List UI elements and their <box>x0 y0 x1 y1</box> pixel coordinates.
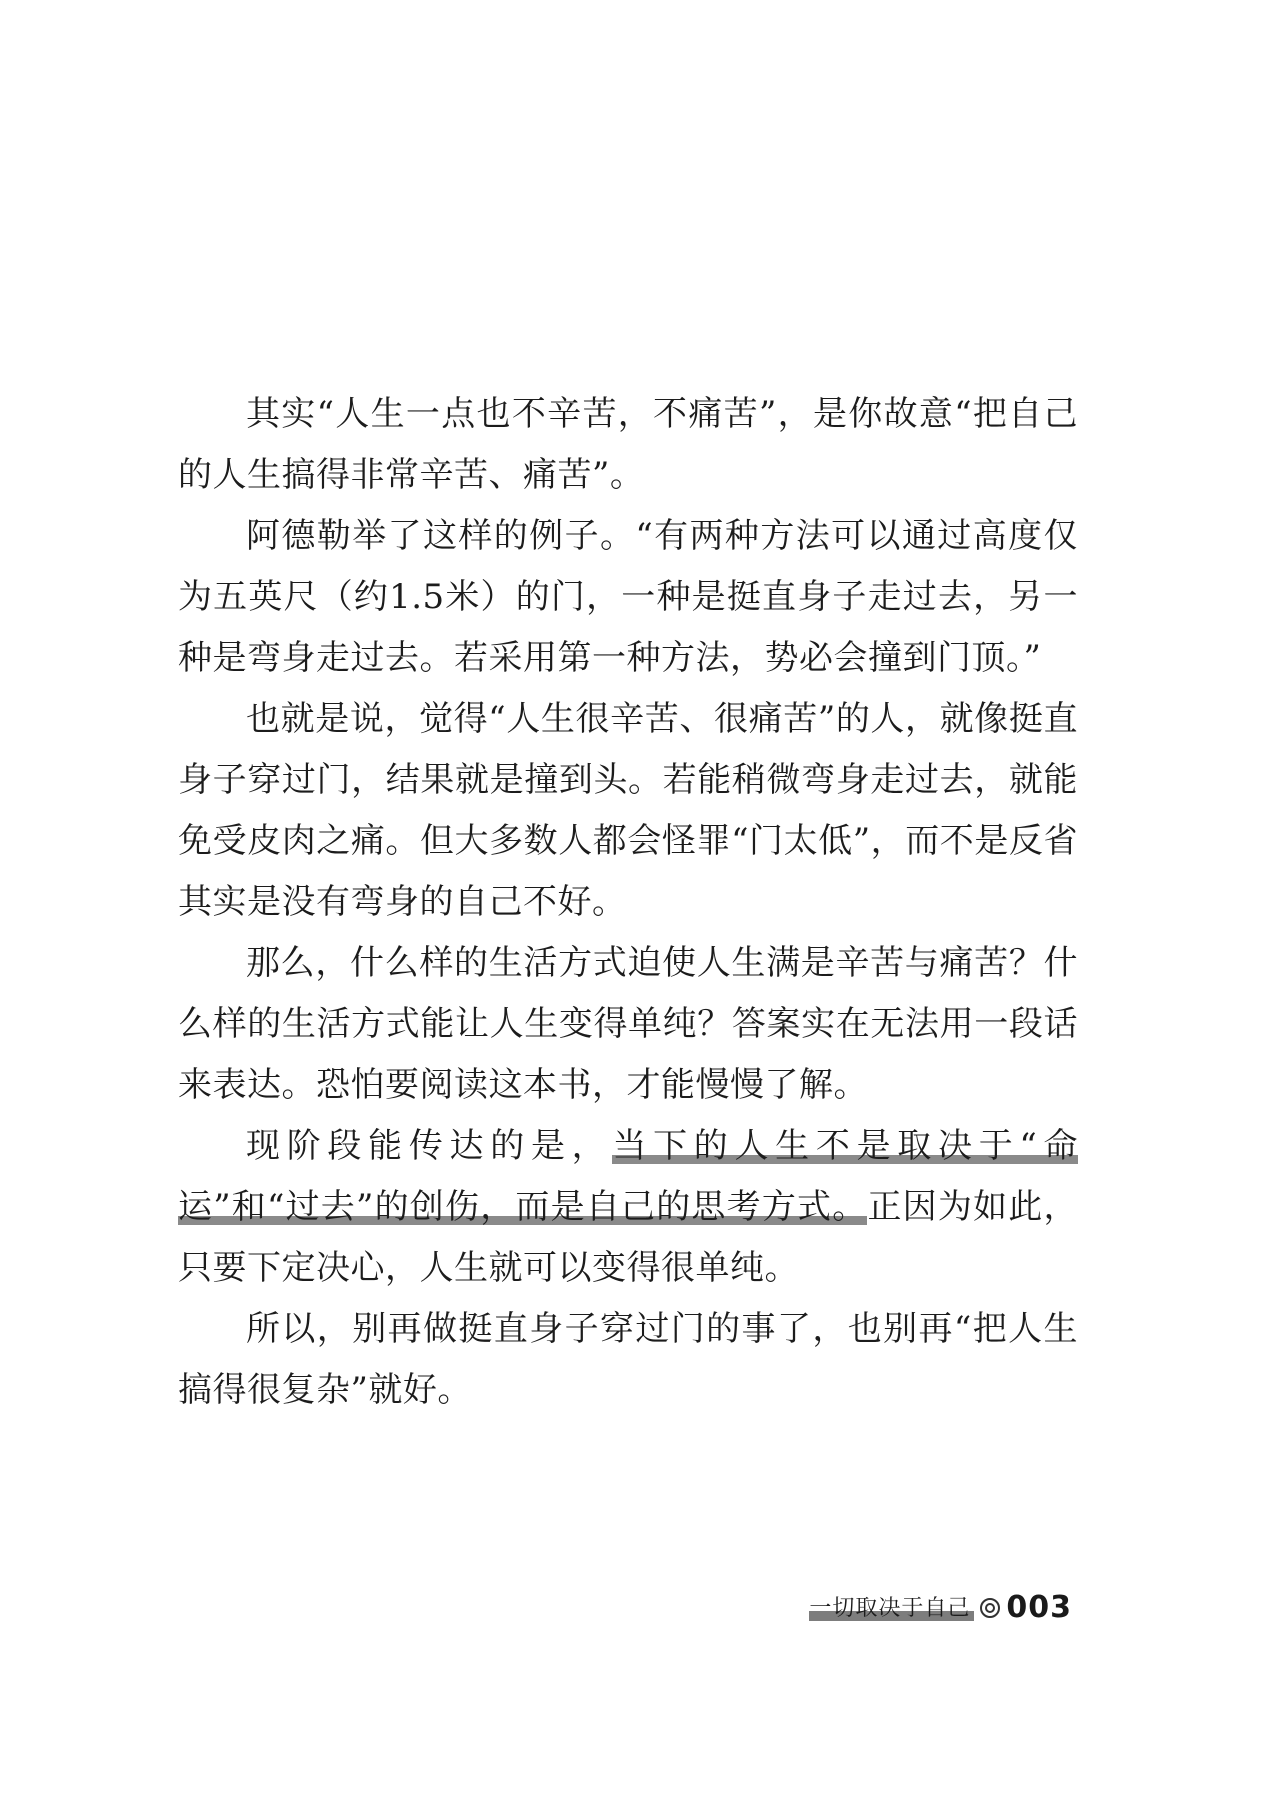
page-number: 003 <box>1006 1590 1072 1625</box>
paragraph-2 <box>178 506 1078 689</box>
paragraph-text: 现阶段能传达的是， <box>246 1126 613 1166</box>
paragraph-text: 正因为如此，只要下定决心，人生就可以变得很单纯。 <box>178 1187 1078 1288</box>
paragraph-3 <box>178 689 1078 933</box>
body-text <box>178 384 1078 1421</box>
paragraph-5 <box>178 1116 1078 1299</box>
paragraph-text: 阿德勒举了这样的例子。“有两种方法可以通过高度仅为五英尺（约1.5米）的门，一种是挺直身子走过去，另一种是弯身走过去。若采用第一种方法，势必会撞到门顶。” <box>178 516 1078 678</box>
double-circle-icon <box>980 1598 1000 1618</box>
paragraph-1 <box>178 384 1078 506</box>
paragraph-text: 那么，什么样的生活方式迫使人生满是辛苦与痛苦？什么样的生活方式能让人生变得单纯？答案实在无法用一段话来表达。恐怕要阅读这本书，才能慢慢了解。 <box>178 943 1078 1105</box>
paragraph-text: 其实“人生一点也不辛苦，不痛苦”，是你故意“把自己的人生搞得非常辛苦、痛苦”。 <box>178 394 1078 495</box>
page-footer <box>809 1590 1072 1625</box>
paragraph-6 <box>178 1299 1078 1421</box>
running-title: 一切取决于自己 <box>809 1591 974 1624</box>
highlighted-sentence: 当下的人生不是取决于“命运”和“过去”的创伤，而是自己的思考方式。 <box>178 1126 1079 1227</box>
paragraph-text: 也就是说，觉得“人生很辛苦、很痛苦”的人，就像挺直身子穿过门，结果就是撞到头。若能稍微弯身走过去，就能免受皮肉之痛。但大多数人都会怪罪“门太低”，而不是反省其实是没有弯身的自己不好。 <box>178 699 1078 922</box>
paragraph-text: 所以，别再做挺直身子穿过门的事了，也别再“把人生搞得很复杂”就好。 <box>178 1309 1078 1410</box>
paragraph-4 <box>178 933 1078 1116</box>
